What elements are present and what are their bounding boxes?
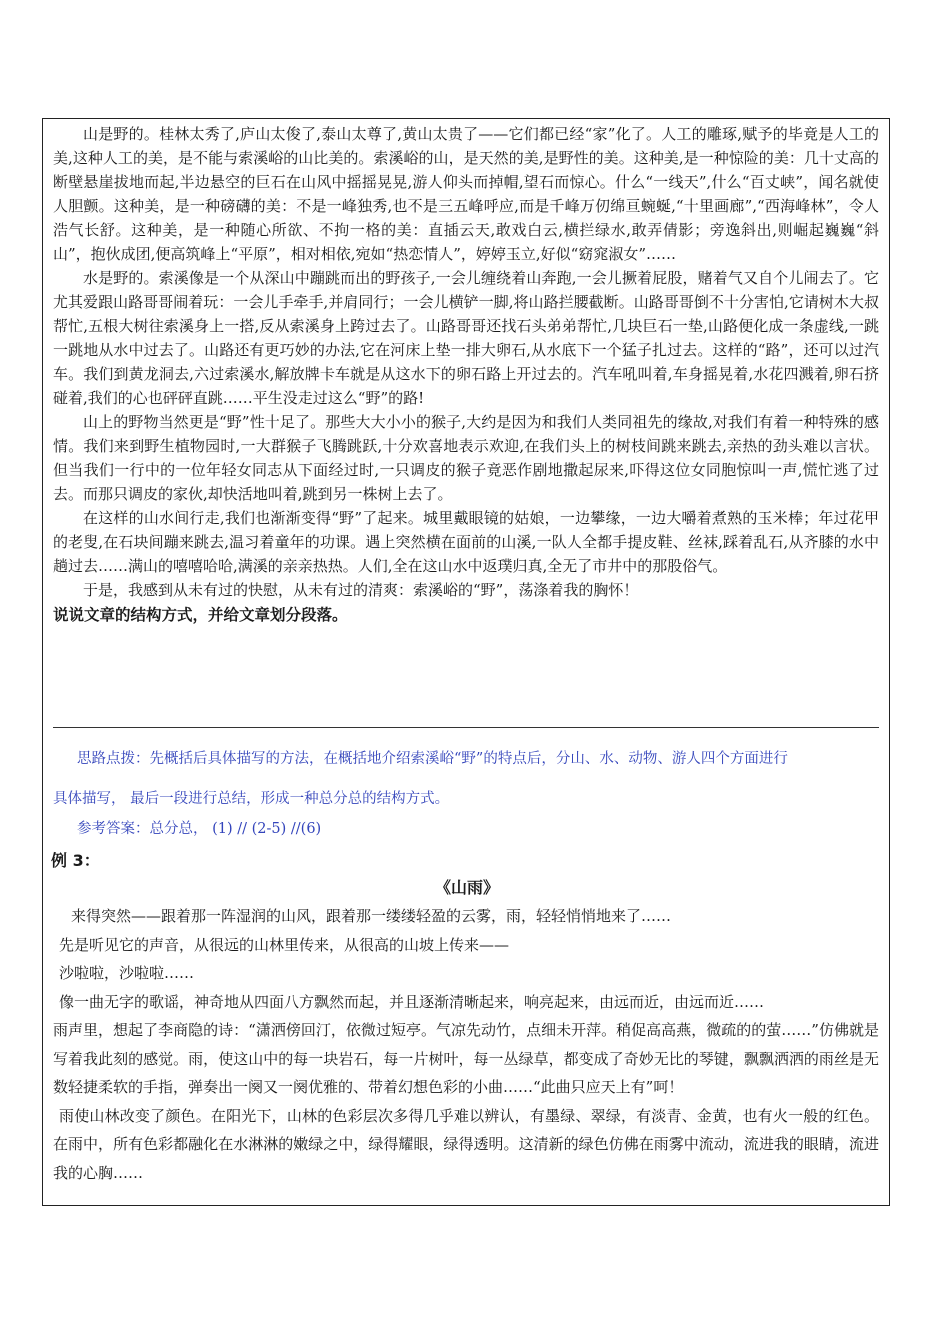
hint-line-1: 思路点拨：先概括后具体描写的方法，在概括地介绍索溪峪“野”的特点后，分山、水、动物、游人四个方面进行: [77, 751, 788, 767]
passage-paragraph-4: 在这样的山水间行走,我们也渐渐变得“野”了起来。城里戴眼镜的姑娘，一边攀缘，一边大嚼着煮熟的玉米棒；年过花甲的老叟,在石块间蹦来跳去,温习着童年的功课。遇上突然横在面前的山溪,一队人全都手提皮鞋、丝袜,踩着乱石,从齐膝的水中趟过去……满山的嘻嘻哈哈,满溪的亲亲热热。人们,全在这山水中返璞归真,全无了市井中的那股俗气。: [53, 509, 879, 575]
example-title: 《山雨》: [434, 878, 499, 897]
hint-block: [53, 739, 883, 819]
document-box: [42, 118, 890, 1206]
divider-line: [53, 727, 879, 728]
hint-line-2: 具体描写， 最后一段进行总结，形成一种总分总的结构方式。: [53, 791, 450, 807]
story-paragraph-5: 雨声里，想起了李商隐的诗：“潇洒傍回汀，依微过短亭。气凉先动竹，点细未开萍。稍促高高燕，微疏的的萤……”仿佛就是写着我此刻的感觉。雨，使这山中的每一块岩石，每一片树叶，每一丛绿草，都变成了奇妙无比的琴键，飘飘洒洒的雨丝是无数轻捷柔软的手指，弹奏出一阕又一阕优雅的、带着幻想色彩的小曲……“此曲只应天上有”呵！: [53, 1021, 879, 1096]
passage-paragraph-5: 于是，我感到从未有过的快慰，从未有过的清爽：索溪峪的“野”，荡涤着我的胸怀！: [83, 581, 639, 599]
question: 说说文章的结构方式，并给文章划分段落。: [53, 606, 348, 624]
passage-paragraph-3: 山上的野物当然更是“野”性十足了。那些大大小小的猴子,大约是因为和我们人类同祖先的缘故,对我们有着一种特殊的感情。我们来到野生植物园时,一大群猴子飞腾跳跃,十分欢喜地表示欢迎,在我们头上的树枝间跳来跳去,亲热的劲头难以言状。但当我们一行中的一位年轻女同志从下面经过时,一只调皮的猴子竟恶作剧地撒起尿来,吓得这位女同胞惊叫一声,慌忙逃了过去。而那只调皮的家伙,却快活地叫着,跳到另一株树上去了。: [53, 413, 879, 503]
story-paragraph-4: 像一曲无字的歌谣，神奇地从四面八方飘然而起，并且逐渐清晰起来，响亮起来，由远而近，由远而近……: [59, 992, 765, 1011]
passage-paragraph-2: 水是野的。索溪像是一个从深山中蹦跳而出的野孩子,一会儿缠绕着山奔跑,一会儿撅着屁股，赌着气又自个儿闹去了。它尤其爱跟山路哥哥闹着玩：一会儿手牵手,并肩同行；一会儿横铲一脚,将山路拦腰截断。山路哥哥倒不十分害怕,它请树木大叔帮忙,五根大树往索溪身上一搭,反从索溪身上跨过去了。山路哥哥还找石头弟弟帮忙,几块巨石一垫,山路便化成一条虚线,一跳一跳地从水中过去了。山路还有更巧妙的办法,它在河床上垫一排大卵石,从水底下一个猛子扎过去。这样的“路”，还可以过汽车。我们到黄龙洞去,六过索溪水,解放牌卡车就是从这水下的卵石路上开过去的。汽车吼叫着,车身摇晃着,水花四溅着,卵石挤碰着,我们的心也砰砰直跳……平生没走过这么“野”的路!: [53, 269, 879, 407]
story-paragraph-3: 沙啦啦，沙啦啦……: [59, 964, 195, 982]
story-paragraph-6: 雨使山林改变了颜色。在阳光下，山林的色彩层次多得几乎难以辨认，有墨绿、翠绿，有淡青、金黄，也有火一般的红色。在雨中，所有色彩都融化在水淋淋的嫩绿之中，绿得耀眼，绿得透明。这清新的绿色仿佛在雨雾中流动，流进我的眼睛，流进我的心胸……: [53, 1106, 879, 1182]
story: [53, 902, 879, 1187]
example-label: 例 3：: [51, 851, 100, 870]
story-paragraph-1: 来得突然——跟着那一阵湿润的山风，跟着那一缕缕轻盈的云雾，雨，轻轻悄悄地来了……: [71, 907, 672, 925]
story-paragraph-2: 先是听见它的声音，从很远的山林里传来，从很高的山坡上传来——: [59, 935, 510, 954]
reference-answer: 参考答案：总分总， (1) // (2-5) //(6): [77, 821, 322, 837]
passage-paragraph-1: 山是野的。桂林太秀了,庐山太俊了,泰山太尊了,黄山太贵了——它们都已经“家”化了。人工的雕琢,赋予的毕竟是人工的美,这种人工的美，是不能与索溪峪的山比美的。索溪峪的山，是天然的美,是野性的美。这种美,是一种惊险的美：几十丈高的断壁悬崖拔地而起,半边悬空的巨石在山风中摇摇晃晃,游人仰头而掉帽,望石而惊心。什么“一线天”,什么“百丈峡”，闻名就使人胆颤。这种美，是一种磅礴的美：不是一峰独秀,也不是三五峰呼应,而是千峰万仞绵亘蜿蜒,“十里画廊”,“西海峰林”，令人浩气长舒。这种美，是一种随心所欲、不拘一格的美：直插云天,敢戏白云,横拦绿水,敢弄倩影；旁逸斜出,则崛起巍巍“斜山”，抱伙成团,便高筑峰上“平原”，相对相依,宛如“热恋情人”，婷婷玉立,好似“窈窕淑女”……: [53, 125, 879, 263]
passage: [53, 122, 879, 628]
